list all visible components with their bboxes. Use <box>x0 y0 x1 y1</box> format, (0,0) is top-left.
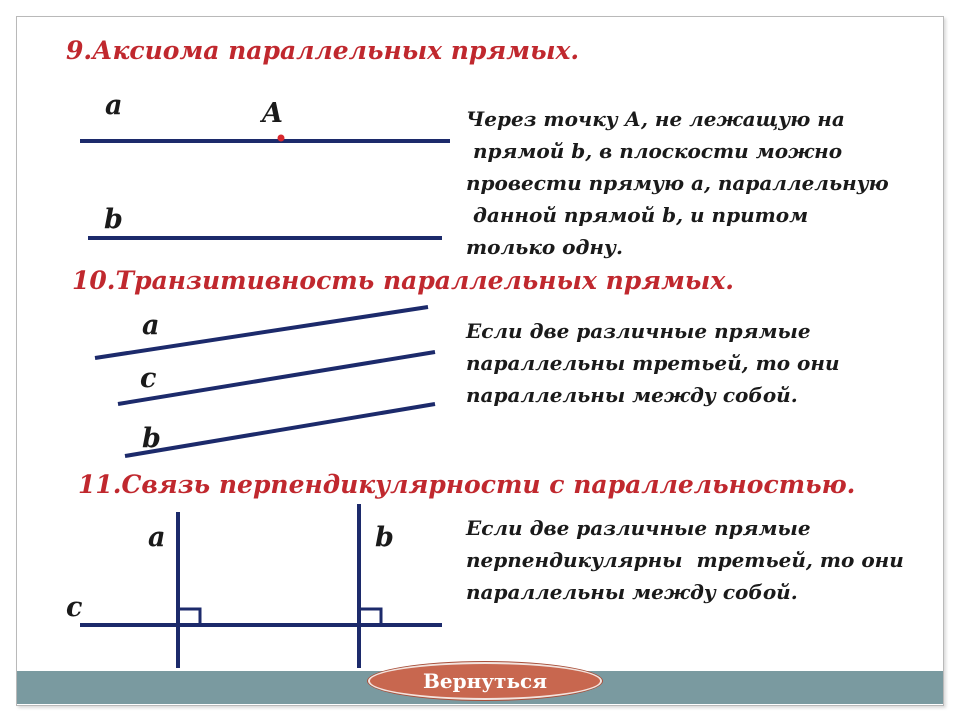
section11-text-line: параллельны между собой. <box>466 580 798 604</box>
section9-text-line: только одну. <box>466 235 623 259</box>
label-point-A: A <box>262 98 283 129</box>
section10-text-line: Если две различные прямые <box>466 319 811 343</box>
label-a-section10: a <box>142 310 160 341</box>
section10-title: 10.Транзитивность параллельных прямых. <box>72 266 734 295</box>
section9-text-line: провести прямую а, параллельную <box>466 171 889 195</box>
label-a-section11: a <box>148 522 166 553</box>
section9-text <box>466 103 889 263</box>
label-c-section10: c <box>140 363 157 394</box>
section11-title: 11.Связь перпендикулярности с параллельностью. <box>78 470 856 499</box>
section11-text <box>466 512 904 608</box>
section9-text-line: Через точку А, не лежащую на <box>466 107 845 131</box>
point-A <box>278 135 285 142</box>
section9-title: 9.Аксиома параллельных прямых. <box>66 36 580 65</box>
section10-text-line: параллельны третьей, то они <box>466 351 840 375</box>
label-b-section9: b <box>104 204 123 235</box>
label-a-section9: a <box>105 90 123 121</box>
line-c-section10 <box>118 352 435 404</box>
section10-text <box>466 315 840 411</box>
section9-text-line: прямой b, в плоскости можно <box>466 139 843 163</box>
back-button[interactable]: Вернуться <box>368 662 602 700</box>
label-c-section11: c <box>66 592 83 623</box>
label-b-section10: b <box>142 423 161 454</box>
label-b-section11: b <box>375 522 394 553</box>
section10-text-line: параллельны между собой. <box>466 383 798 407</box>
section11-text-line: Если две различные прямые <box>466 516 811 540</box>
section9-text-line: данной прямой b, и притом <box>466 203 809 227</box>
section11-text-line: перпендикулярны третьей, то они <box>466 548 904 572</box>
right-angle-mark-b <box>361 609 381 623</box>
line-b-section10 <box>125 404 435 456</box>
right-angle-mark-a <box>180 609 200 623</box>
